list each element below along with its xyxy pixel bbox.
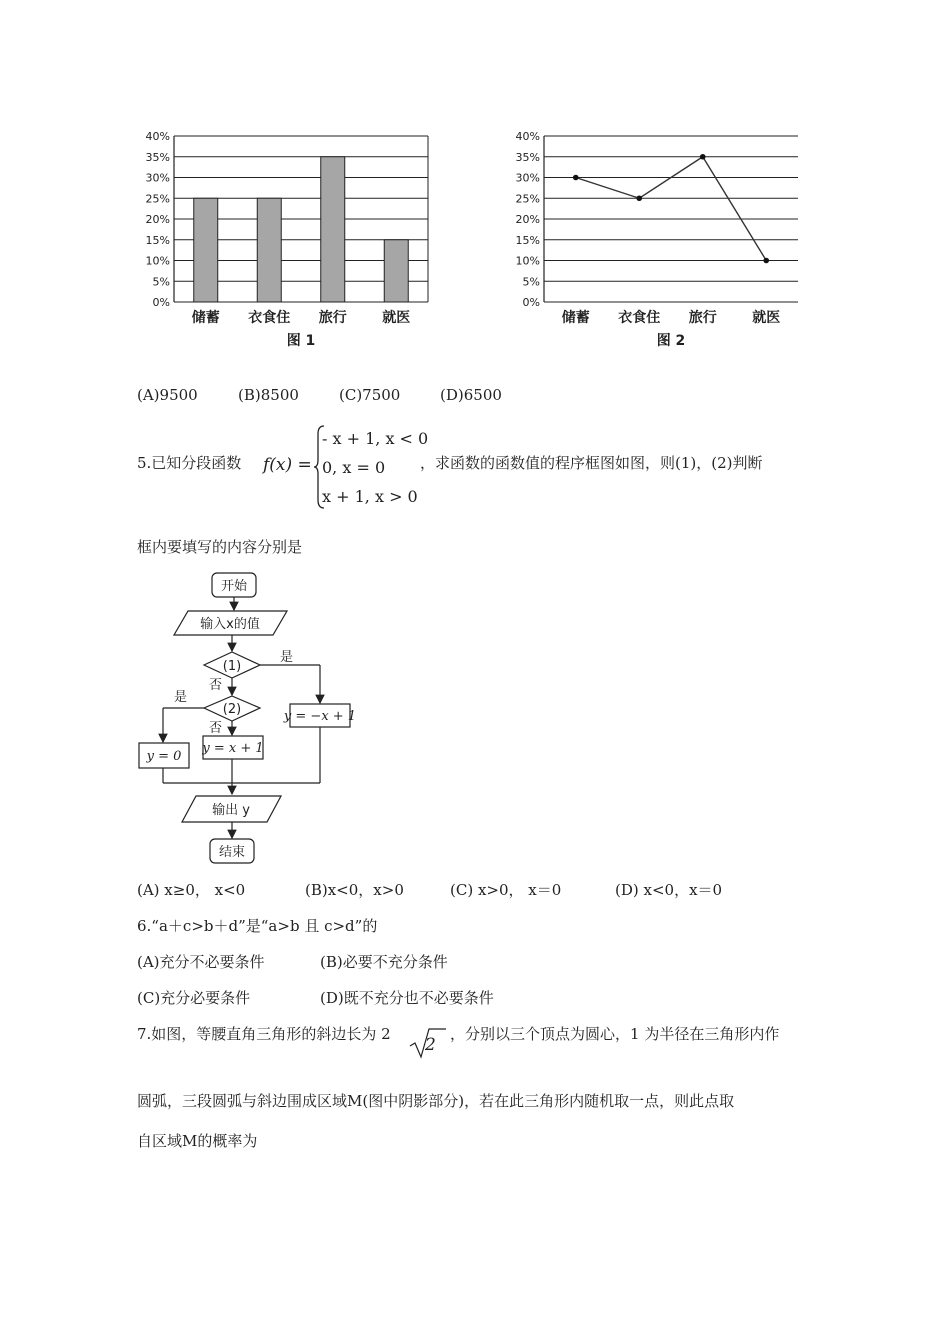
x-category-label: 就医 bbox=[382, 310, 411, 326]
q7-line1-part1: 7.如图，等腰直角三角形的斜边长为 2 bbox=[137, 1025, 391, 1043]
line-chart-figure-2 bbox=[500, 122, 810, 354]
flow-b3-label: y = 0 bbox=[146, 749, 182, 764]
bar bbox=[384, 240, 408, 302]
q5-option-b: (B)x<0，x>0 bbox=[305, 881, 404, 899]
flow-output-label: 输出 y bbox=[212, 803, 250, 818]
q5-intro: 5.已知分段函数 bbox=[137, 454, 242, 472]
y-tick-label: 0% bbox=[522, 296, 540, 309]
flow-start-label: 开始 bbox=[220, 579, 248, 594]
q5-stem-line2: 框内要填写的内容分别是 bbox=[137, 538, 303, 556]
bar bbox=[321, 157, 345, 302]
figure-caption: 图 1 bbox=[286, 333, 316, 349]
data-point bbox=[763, 258, 769, 264]
data-point bbox=[700, 154, 706, 160]
q6-option-b: (B)必要不充分条件 bbox=[320, 953, 448, 971]
q7-line3: 自区域M的概率为 bbox=[137, 1132, 258, 1150]
q5-flowchart bbox=[130, 565, 370, 870]
q6-option-c: (C)充分必要条件 bbox=[137, 989, 251, 1007]
bar-chart-figure-1 bbox=[130, 122, 440, 354]
q6-stem: 6.“a＋c>b＋d”是“a>b 且 c>d”的 bbox=[137, 917, 378, 935]
q5-piece-1: - x + 1, x < 0 bbox=[322, 429, 429, 448]
y-tick-label: 10% bbox=[145, 254, 170, 268]
x-category-label: 储蓄 bbox=[191, 310, 220, 326]
y-tick-label: 30% bbox=[145, 171, 170, 185]
y-tick-label: 5% bbox=[522, 275, 540, 289]
flow-b1-label: y = −x + 1 bbox=[283, 709, 357, 724]
flow-yes-label-1: 是 bbox=[280, 650, 294, 665]
y-tick-label: 15% bbox=[145, 233, 170, 247]
q5-option-d: (D) x<0，x＝0 bbox=[615, 881, 723, 899]
q4-option-c: (C)7500 bbox=[339, 386, 401, 404]
q6-option-a: (A)充分不必要条件 bbox=[137, 953, 265, 971]
figure-caption: 图 2 bbox=[656, 333, 686, 349]
q7-line1-part2: ，分别以三个顶点为圆心，1 为半径在三角形内作 bbox=[450, 1025, 780, 1043]
flow-yes-label-2: 是 bbox=[174, 690, 188, 705]
y-tick-label: 20% bbox=[145, 213, 170, 226]
flow-end-label: 结束 bbox=[218, 845, 246, 860]
flow-d2-label: (2) bbox=[222, 702, 242, 717]
y-tick-label: 30% bbox=[515, 171, 540, 185]
q5-piece-3: x + 1, x > 0 bbox=[322, 487, 418, 506]
y-tick-label: 25% bbox=[515, 192, 540, 206]
flow-input-label: 输入x的值 bbox=[200, 617, 260, 632]
y-tick-label: 35% bbox=[515, 150, 540, 164]
x-category-label: 旅行 bbox=[318, 310, 347, 326]
flow-d1-label: (1) bbox=[222, 659, 242, 674]
x-category-label: 衣食住 bbox=[618, 310, 661, 326]
q5-option-a: (A) x≥0， x<0 bbox=[137, 881, 246, 899]
bar bbox=[257, 198, 281, 302]
y-tick-label: 20% bbox=[515, 213, 540, 226]
flow-b2-label: y = x + 1 bbox=[202, 741, 264, 756]
y-tick-label: 10% bbox=[515, 254, 540, 268]
y-tick-label: 40% bbox=[515, 130, 540, 143]
y-tick-label: 40% bbox=[145, 130, 170, 143]
y-tick-label: 35% bbox=[145, 150, 170, 164]
y-tick-label: 25% bbox=[145, 192, 170, 206]
y-tick-label: 0% bbox=[152, 296, 170, 309]
x-category-label: 衣食住 bbox=[248, 310, 291, 326]
series-line bbox=[576, 157, 767, 261]
q4-option-a: (A)9500 bbox=[137, 386, 198, 404]
x-category-label: 就医 bbox=[752, 310, 781, 326]
y-tick-label: 5% bbox=[152, 275, 170, 289]
flow-no-label-2: 否 bbox=[209, 721, 223, 736]
q4-option-b: (B)8500 bbox=[238, 386, 299, 404]
data-point bbox=[636, 195, 642, 201]
x-category-label: 储蓄 bbox=[561, 310, 590, 326]
q4-option-d: (D)6500 bbox=[440, 386, 502, 404]
flow-no-label-1: 否 bbox=[209, 678, 223, 693]
q5-piece-2: 0, x = 0 bbox=[322, 458, 386, 477]
q6-option-d: (D)既不充分也不必要条件 bbox=[320, 989, 494, 1007]
q5-function-name: f(x) = bbox=[263, 455, 312, 475]
q7-line2: 圆弧，三段圆弧与斜边围成区域M(图中阴影部分)，若在此三角形内随机取一点，则此点取 bbox=[137, 1092, 735, 1110]
y-tick-label: 15% bbox=[515, 233, 540, 247]
q5-option-c: (C) x>0， x＝0 bbox=[450, 881, 562, 899]
q5-stem-after: ，求函数的函数值的程序框图如图，则(1)，(2)判断 bbox=[420, 454, 763, 472]
q7-sqrt-radicand: 2 bbox=[425, 1035, 436, 1055]
bar bbox=[194, 198, 218, 302]
data-point bbox=[573, 175, 579, 181]
x-category-label: 旅行 bbox=[688, 310, 717, 326]
